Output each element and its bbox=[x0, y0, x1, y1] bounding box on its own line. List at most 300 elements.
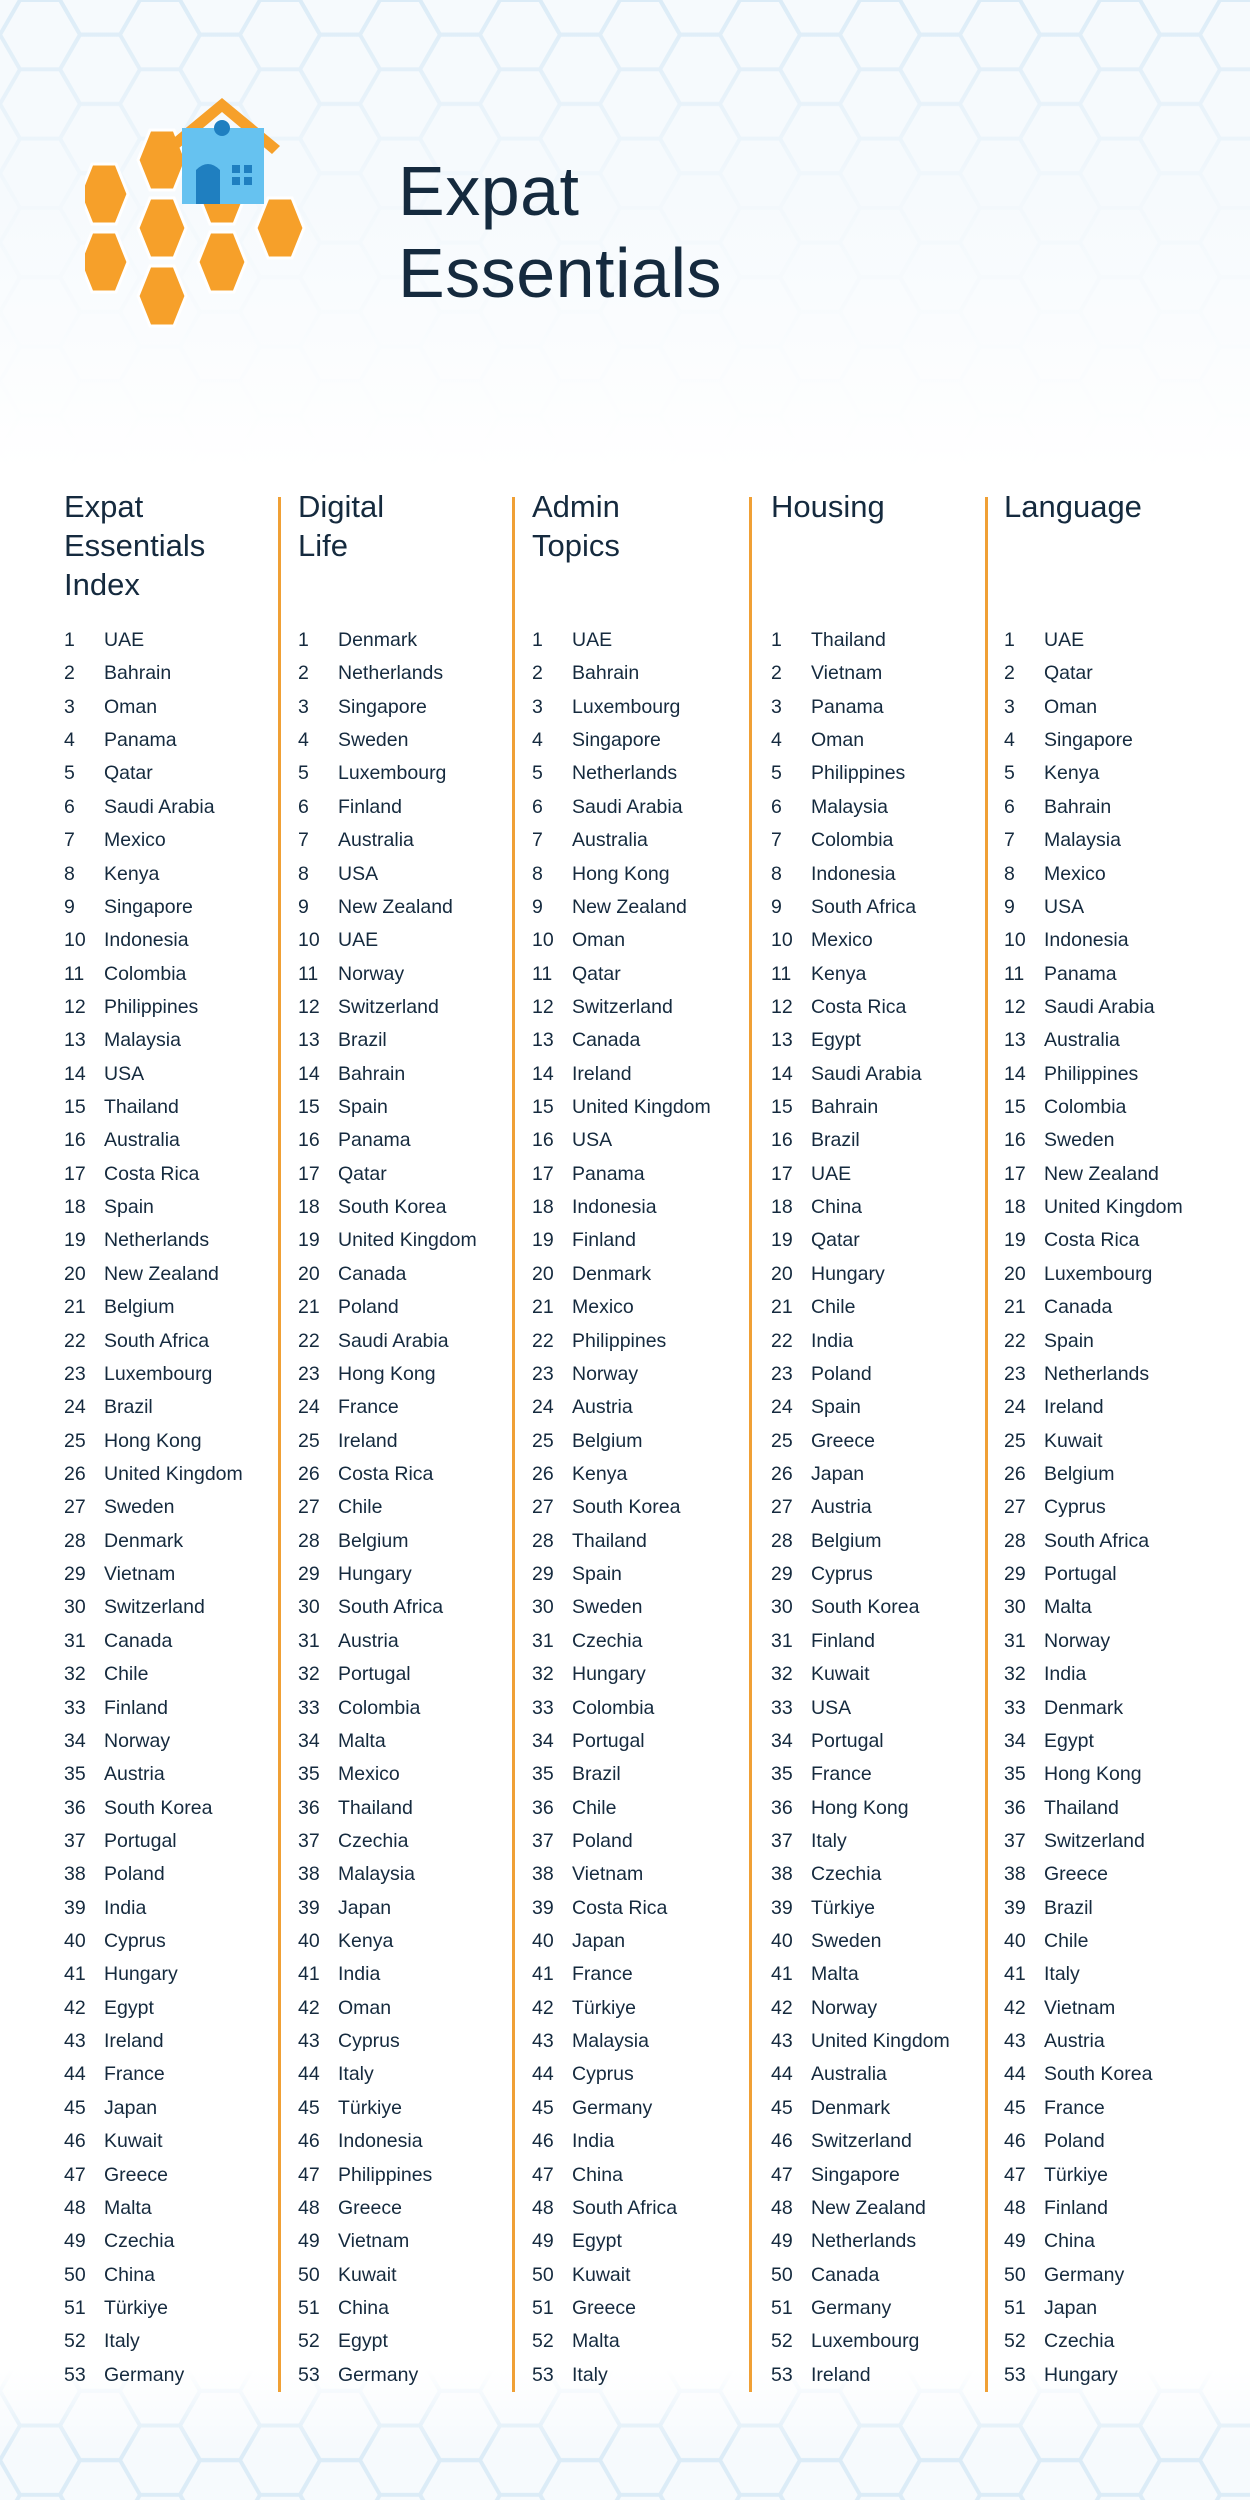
country-name: France bbox=[104, 2063, 165, 2086]
ranking-row bbox=[771, 1224, 989, 1257]
country-name: Saudi Arabia bbox=[338, 1329, 449, 1352]
ranking-row bbox=[532, 1525, 750, 1558]
rank-number: 52 bbox=[298, 2330, 320, 2353]
rank-number: 3 bbox=[298, 695, 309, 718]
rank-number: 17 bbox=[1004, 1162, 1026, 1185]
rank-number: 46 bbox=[532, 2130, 554, 2153]
rank-number: 24 bbox=[532, 1396, 554, 1419]
ranking-row bbox=[532, 1692, 750, 1725]
rank-number: 46 bbox=[771, 2130, 793, 2153]
country-name: Hong Kong bbox=[338, 1362, 436, 1385]
ranking-row bbox=[64, 1525, 282, 1558]
ranking-row bbox=[298, 1992, 516, 2025]
rank-number: 42 bbox=[771, 1996, 793, 2019]
rank-number: 28 bbox=[298, 1529, 320, 1552]
ranking-row bbox=[1004, 1325, 1222, 1358]
rank-number: 49 bbox=[64, 2230, 86, 2253]
ranking-row bbox=[532, 1058, 750, 1091]
rank-number: 9 bbox=[532, 895, 543, 918]
country-name: Canada bbox=[1044, 1296, 1113, 1319]
ranking-row bbox=[771, 1158, 989, 1191]
rank-number: 27 bbox=[771, 1496, 793, 1519]
title-line: Expat bbox=[398, 152, 580, 230]
rank-number: 26 bbox=[1004, 1462, 1026, 1485]
country-name: Colombia bbox=[811, 829, 894, 852]
ranking-row bbox=[771, 1625, 989, 1658]
country-name: Egypt bbox=[338, 2330, 388, 2353]
country-name: China bbox=[572, 2163, 623, 2186]
ranking-row bbox=[532, 1325, 750, 1358]
ranking-row bbox=[532, 1291, 750, 1324]
rank-number: 19 bbox=[64, 1229, 86, 1252]
ranking-row bbox=[298, 2359, 516, 2392]
country-name: Spain bbox=[104, 1196, 154, 1219]
country-name: Austria bbox=[1044, 2030, 1105, 2053]
column-heading bbox=[298, 487, 516, 617]
country-name: South Africa bbox=[104, 1329, 210, 1352]
rank-number: 12 bbox=[532, 995, 554, 1018]
ranking-row bbox=[771, 1124, 989, 1157]
country-name: Cyprus bbox=[572, 2063, 634, 2086]
rank-number: 37 bbox=[532, 1829, 554, 1852]
ranking-row bbox=[771, 1425, 989, 1458]
country-name: Denmark bbox=[104, 1529, 184, 1552]
country-name: Brazil bbox=[104, 1396, 153, 1419]
rank-number: 8 bbox=[64, 862, 75, 885]
country-name: Australia bbox=[1044, 1029, 1120, 1052]
rank-number: 29 bbox=[64, 1563, 86, 1586]
rank-number: 20 bbox=[298, 1262, 320, 1285]
title-line: Essentials bbox=[398, 234, 723, 312]
country-name: Chile bbox=[572, 1796, 617, 1819]
ranking-row bbox=[771, 1024, 989, 1057]
rank-number: 4 bbox=[298, 729, 309, 752]
ranking-row bbox=[1004, 657, 1222, 690]
rank-number: 45 bbox=[771, 2096, 793, 2119]
rank-number: 32 bbox=[298, 1663, 320, 1686]
country-name: Finland bbox=[104, 1696, 168, 1719]
ranking-row bbox=[532, 724, 750, 757]
country-name: South Africa bbox=[1044, 1529, 1150, 1552]
ranking-row bbox=[532, 791, 750, 824]
rank-number: 31 bbox=[298, 1629, 320, 1652]
country-name: Australia bbox=[104, 1129, 180, 1152]
ranking-row bbox=[771, 1725, 989, 1758]
rank-number: 12 bbox=[298, 995, 320, 1018]
country-name: Malta bbox=[1044, 1596, 1092, 1619]
country-name: New Zealand bbox=[338, 895, 453, 918]
ranking-row bbox=[1004, 1425, 1222, 1458]
column-digital-life bbox=[298, 487, 516, 2386]
rank-number: 34 bbox=[1004, 1729, 1026, 1752]
country-name: Ireland bbox=[338, 1429, 398, 1452]
ranking-row bbox=[771, 691, 989, 724]
country-name: Malta bbox=[572, 2330, 620, 2353]
ranking-row bbox=[298, 2259, 516, 2292]
rank-number: 24 bbox=[1004, 1396, 1026, 1419]
ranking-row bbox=[771, 2192, 989, 2225]
ranking-row bbox=[298, 2159, 516, 2192]
column-heading-line: Index bbox=[64, 567, 140, 602]
country-name: Oman bbox=[1044, 695, 1098, 718]
ranking-row bbox=[298, 1291, 516, 1324]
country-name: Hungary bbox=[104, 1963, 178, 1986]
rank-number: 27 bbox=[298, 1496, 320, 1519]
ranking-row bbox=[64, 1858, 282, 1891]
ranking-row bbox=[1004, 2325, 1222, 2358]
rank-number: 1 bbox=[298, 629, 309, 651]
rank-number: 37 bbox=[298, 1829, 320, 1852]
country-name: Malaysia bbox=[1044, 829, 1121, 852]
country-name: Norway bbox=[572, 1362, 639, 1385]
country-name: Portugal bbox=[104, 1829, 177, 1852]
country-name: Cyprus bbox=[811, 1563, 873, 1586]
ranking-row bbox=[771, 2225, 989, 2258]
ranking-row bbox=[298, 1658, 516, 1691]
country-name: Italy bbox=[104, 2330, 140, 2353]
rank-number: 3 bbox=[64, 695, 75, 718]
rank-number: 7 bbox=[298, 829, 309, 852]
rank-number: 4 bbox=[64, 729, 75, 752]
column-heading-line: Language bbox=[1004, 489, 1142, 524]
rank-number: 14 bbox=[532, 1062, 554, 1085]
ranking-row bbox=[64, 1792, 282, 1825]
ranking-row bbox=[298, 1458, 516, 1491]
ranking-row bbox=[298, 1491, 516, 1524]
column-expat-essentials-index bbox=[64, 487, 282, 2386]
rank-number: 36 bbox=[64, 1796, 86, 1819]
country-name: Hong Kong bbox=[572, 862, 670, 885]
column-heading-line: Essentials bbox=[64, 528, 206, 563]
rank-number: 52 bbox=[1004, 2330, 1026, 2353]
ranking-row bbox=[298, 1258, 516, 1291]
rank-number: 9 bbox=[64, 895, 75, 918]
ranking-row bbox=[298, 1692, 516, 1725]
country-name: Cyprus bbox=[338, 2030, 400, 2053]
country-name: Panama bbox=[1044, 962, 1117, 985]
rank-number: 22 bbox=[64, 1329, 86, 1352]
ranking-row bbox=[771, 1892, 989, 1925]
country-name: Chile bbox=[104, 1663, 149, 1686]
country-name: Ireland bbox=[811, 2363, 871, 2386]
rank-number: 38 bbox=[532, 1863, 554, 1886]
rank-number: 1 bbox=[1004, 629, 1015, 651]
country-name: Qatar bbox=[1044, 662, 1093, 685]
ranking-row bbox=[532, 1925, 750, 1958]
country-name: South Korea bbox=[1044, 2063, 1153, 2086]
country-name: USA bbox=[811, 1696, 852, 1719]
ranking-row bbox=[298, 1725, 516, 1758]
ranking-row bbox=[1004, 1024, 1222, 1057]
country-name: Denmark bbox=[572, 1262, 652, 1285]
country-name: Italy bbox=[1044, 1963, 1080, 1986]
country-name: South Korea bbox=[104, 1796, 213, 1819]
ranking-row bbox=[1004, 1958, 1222, 1991]
country-name: United Kingdom bbox=[572, 1096, 711, 1119]
rank-number: 43 bbox=[771, 2030, 793, 2053]
country-name: Denmark bbox=[811, 2096, 891, 2119]
country-name: Austria bbox=[572, 1396, 633, 1419]
ranking-row bbox=[771, 1591, 989, 1624]
ranking-row bbox=[298, 1091, 516, 1124]
country-name: Portugal bbox=[338, 1663, 411, 1686]
rank-number: 52 bbox=[64, 2330, 86, 2353]
column-heading-line: Housing bbox=[771, 489, 885, 524]
ranking-row bbox=[1004, 1925, 1222, 1958]
ranking-list bbox=[771, 624, 989, 2392]
ranking-row bbox=[771, 2292, 989, 2325]
ranking-row bbox=[64, 791, 282, 824]
ranking-row bbox=[1004, 2092, 1222, 2125]
ranking-row bbox=[771, 624, 989, 657]
ranking-row bbox=[532, 1792, 750, 1825]
rank-number: 45 bbox=[532, 2096, 554, 2119]
country-name: Poland bbox=[1044, 2130, 1105, 2153]
rank-number: 5 bbox=[771, 762, 782, 785]
ranking-row bbox=[64, 1892, 282, 1925]
country-name: Belgium bbox=[811, 1529, 882, 1552]
country-name: China bbox=[338, 2296, 389, 2319]
rank-number: 42 bbox=[1004, 1996, 1026, 2019]
rank-number: 13 bbox=[771, 1029, 793, 1052]
country-name: Canada bbox=[572, 1029, 641, 1052]
column-heading bbox=[771, 487, 989, 617]
country-name: France bbox=[1044, 2096, 1105, 2119]
ranking-row bbox=[1004, 891, 1222, 924]
column-heading bbox=[64, 487, 282, 617]
country-name: Brazil bbox=[811, 1129, 860, 1152]
column-heading-line: Life bbox=[298, 528, 348, 563]
ranking-row bbox=[64, 858, 282, 891]
ranking-row bbox=[532, 1558, 750, 1591]
rank-number: 33 bbox=[64, 1696, 86, 1719]
country-name: China bbox=[1044, 2230, 1095, 2253]
rank-number: 8 bbox=[532, 862, 543, 885]
rank-number: 15 bbox=[64, 1096, 86, 1119]
ranking-row bbox=[532, 991, 750, 1024]
ranking-row bbox=[298, 1858, 516, 1891]
country-name: South Africa bbox=[338, 1596, 444, 1619]
rank-number: 46 bbox=[64, 2130, 86, 2153]
rank-number: 51 bbox=[1004, 2296, 1026, 2319]
ranking-row bbox=[1004, 2025, 1222, 2058]
ranking-row bbox=[64, 2325, 282, 2358]
country-name: United Kingdom bbox=[811, 2030, 950, 2053]
rank-number: 21 bbox=[64, 1296, 86, 1319]
country-name: Spain bbox=[338, 1096, 388, 1119]
country-name: France bbox=[572, 1963, 633, 1986]
country-name: Bahrain bbox=[572, 662, 640, 685]
country-name: Kuwait bbox=[104, 2130, 163, 2153]
country-name: Malaysia bbox=[811, 795, 888, 818]
ranking-row bbox=[532, 1491, 750, 1524]
ranking-row bbox=[64, 1825, 282, 1858]
ranking-row bbox=[298, 2025, 516, 2058]
rank-number: 11 bbox=[532, 962, 553, 985]
ranking-row bbox=[64, 1591, 282, 1624]
rank-number: 24 bbox=[771, 1396, 793, 1419]
rank-number: 26 bbox=[771, 1462, 793, 1485]
rank-number: 35 bbox=[1004, 1763, 1026, 1786]
ranking-row bbox=[1004, 1725, 1222, 1758]
country-name: Portugal bbox=[811, 1729, 884, 1752]
rank-number: 38 bbox=[1004, 1863, 1026, 1886]
ranking-row bbox=[64, 1758, 282, 1791]
ranking-row bbox=[532, 1658, 750, 1691]
rank-number: 30 bbox=[1004, 1596, 1026, 1619]
country-name: Kenya bbox=[1044, 762, 1100, 785]
rank-number: 11 bbox=[771, 962, 792, 985]
ranking-row bbox=[532, 757, 750, 790]
country-name: Sweden bbox=[1044, 1129, 1115, 1152]
ranking-row bbox=[298, 1224, 516, 1257]
ranking-row bbox=[532, 691, 750, 724]
rank-number: 36 bbox=[771, 1796, 793, 1819]
ranking-row bbox=[532, 1591, 750, 1624]
ranking-row bbox=[532, 1958, 750, 1991]
rank-number: 7 bbox=[532, 829, 543, 852]
ranking-row bbox=[771, 1325, 989, 1358]
rank-number: 5 bbox=[298, 762, 309, 785]
rank-number: 52 bbox=[532, 2330, 554, 2353]
country-name: Bahrain bbox=[338, 1062, 406, 1085]
rank-number: 8 bbox=[1004, 862, 1015, 885]
ranking-row bbox=[1004, 2125, 1222, 2158]
ranking-row bbox=[771, 1291, 989, 1324]
rank-number: 38 bbox=[64, 1863, 86, 1886]
country-name: Mexico bbox=[572, 1296, 634, 1319]
rank-number: 48 bbox=[1004, 2196, 1026, 2219]
ranking-row bbox=[771, 1692, 989, 1725]
ranking-row bbox=[64, 1091, 282, 1124]
rank-number: 25 bbox=[64, 1429, 86, 1452]
country-name: Norway bbox=[104, 1729, 171, 1752]
country-name: Japan bbox=[104, 2096, 158, 2119]
country-name: Luxembourg bbox=[1044, 1262, 1153, 1285]
rank-number: 22 bbox=[298, 1329, 320, 1352]
rank-number: 50 bbox=[298, 2263, 320, 2286]
country-name: Switzerland bbox=[1044, 1829, 1145, 1852]
country-name: Singapore bbox=[338, 695, 427, 718]
ranking-row bbox=[298, 1758, 516, 1791]
rank-number: 53 bbox=[771, 2363, 793, 2386]
country-name: Poland bbox=[572, 1829, 633, 1852]
ranking-row bbox=[771, 1558, 989, 1591]
ranking-row bbox=[298, 2292, 516, 2325]
country-name: USA bbox=[338, 862, 379, 885]
rank-number: 32 bbox=[1004, 1663, 1026, 1686]
ranking-row bbox=[532, 1858, 750, 1891]
ranking-row bbox=[532, 1358, 750, 1391]
rank-number: 34 bbox=[298, 1729, 320, 1752]
ranking-row bbox=[64, 2092, 282, 2125]
country-name: Vietnam bbox=[1044, 1996, 1116, 2019]
rank-number: 6 bbox=[298, 795, 309, 818]
rank-number: 10 bbox=[771, 929, 793, 952]
country-name: Singapore bbox=[1044, 729, 1133, 752]
rank-number: 26 bbox=[64, 1462, 86, 1485]
country-name: Egypt bbox=[1044, 1729, 1094, 1752]
ranking-row bbox=[64, 1425, 282, 1458]
ranking-list bbox=[64, 624, 282, 2392]
rank-number: 27 bbox=[1004, 1496, 1026, 1519]
rank-number: 37 bbox=[64, 1829, 86, 1852]
ranking-row bbox=[64, 1725, 282, 1758]
ranking-row bbox=[771, 657, 989, 690]
rank-number: 43 bbox=[532, 2030, 554, 2053]
ranking-row bbox=[64, 1024, 282, 1057]
rank-number: 34 bbox=[771, 1729, 793, 1752]
country-name: Türkiye bbox=[104, 2296, 168, 2319]
rank-number: 36 bbox=[532, 1796, 554, 1819]
country-name: Greece bbox=[338, 2196, 402, 2219]
rank-number: 19 bbox=[298, 1229, 320, 1252]
rank-number: 40 bbox=[532, 1930, 554, 1953]
ranking-row bbox=[64, 1058, 282, 1091]
rank-number: 37 bbox=[771, 1829, 793, 1852]
ranking-row bbox=[1004, 2159, 1222, 2192]
rank-number: 51 bbox=[298, 2296, 320, 2319]
ranking-row bbox=[298, 1958, 516, 1991]
ranking-row bbox=[298, 2225, 516, 2258]
ranking-row bbox=[532, 2325, 750, 2358]
country-name: Saudi Arabia bbox=[572, 795, 683, 818]
rank-number: 32 bbox=[64, 1663, 86, 1686]
ranking-row bbox=[532, 1758, 750, 1791]
rank-number: 29 bbox=[298, 1563, 320, 1586]
rank-number: 27 bbox=[64, 1496, 86, 1519]
country-name: Philippines bbox=[811, 762, 906, 785]
country-name: Australia bbox=[338, 829, 414, 852]
rank-number: 39 bbox=[771, 1896, 793, 1919]
country-name: Colombia bbox=[1044, 1096, 1127, 1119]
rank-number: 35 bbox=[64, 1763, 86, 1786]
country-name: Czechia bbox=[1044, 2330, 1115, 2353]
ranking-row bbox=[298, 1358, 516, 1391]
country-name: Ireland bbox=[104, 2030, 164, 2053]
ranking-row bbox=[1004, 1591, 1222, 1624]
country-name: UAE bbox=[1044, 629, 1085, 651]
ranking-row bbox=[64, 1124, 282, 1157]
rank-number: 35 bbox=[298, 1763, 320, 1786]
country-name: Czechia bbox=[811, 1863, 882, 1886]
country-name: Belgium bbox=[104, 1296, 175, 1319]
column-housing bbox=[771, 487, 989, 2386]
ranking-row bbox=[771, 1491, 989, 1524]
rank-number: 33 bbox=[298, 1696, 320, 1719]
ranking-row bbox=[1004, 2192, 1222, 2225]
rank-number: 41 bbox=[298, 1963, 320, 1986]
rank-number: 51 bbox=[532, 2296, 554, 2319]
rank-number: 18 bbox=[64, 1196, 86, 1219]
country-name: Indonesia bbox=[338, 2130, 423, 2153]
ranking-row bbox=[64, 1458, 282, 1491]
ranking-row bbox=[532, 1091, 750, 1124]
rank-number: 22 bbox=[1004, 1329, 1026, 1352]
ranking-row bbox=[771, 2025, 989, 2058]
ranking-row bbox=[532, 1391, 750, 1424]
ranking-row bbox=[1004, 1158, 1222, 1191]
rank-number: 28 bbox=[64, 1529, 86, 1552]
country-name: Thailand bbox=[572, 1529, 647, 1552]
country-name: Bahrain bbox=[811, 1096, 879, 1119]
country-name: Switzerland bbox=[338, 995, 439, 1018]
rank-number: 8 bbox=[771, 862, 782, 885]
rank-number: 35 bbox=[532, 1763, 554, 1786]
ranking-row bbox=[298, 1525, 516, 1558]
country-name: Brazil bbox=[338, 1029, 387, 1052]
country-name: Austria bbox=[811, 1496, 872, 1519]
